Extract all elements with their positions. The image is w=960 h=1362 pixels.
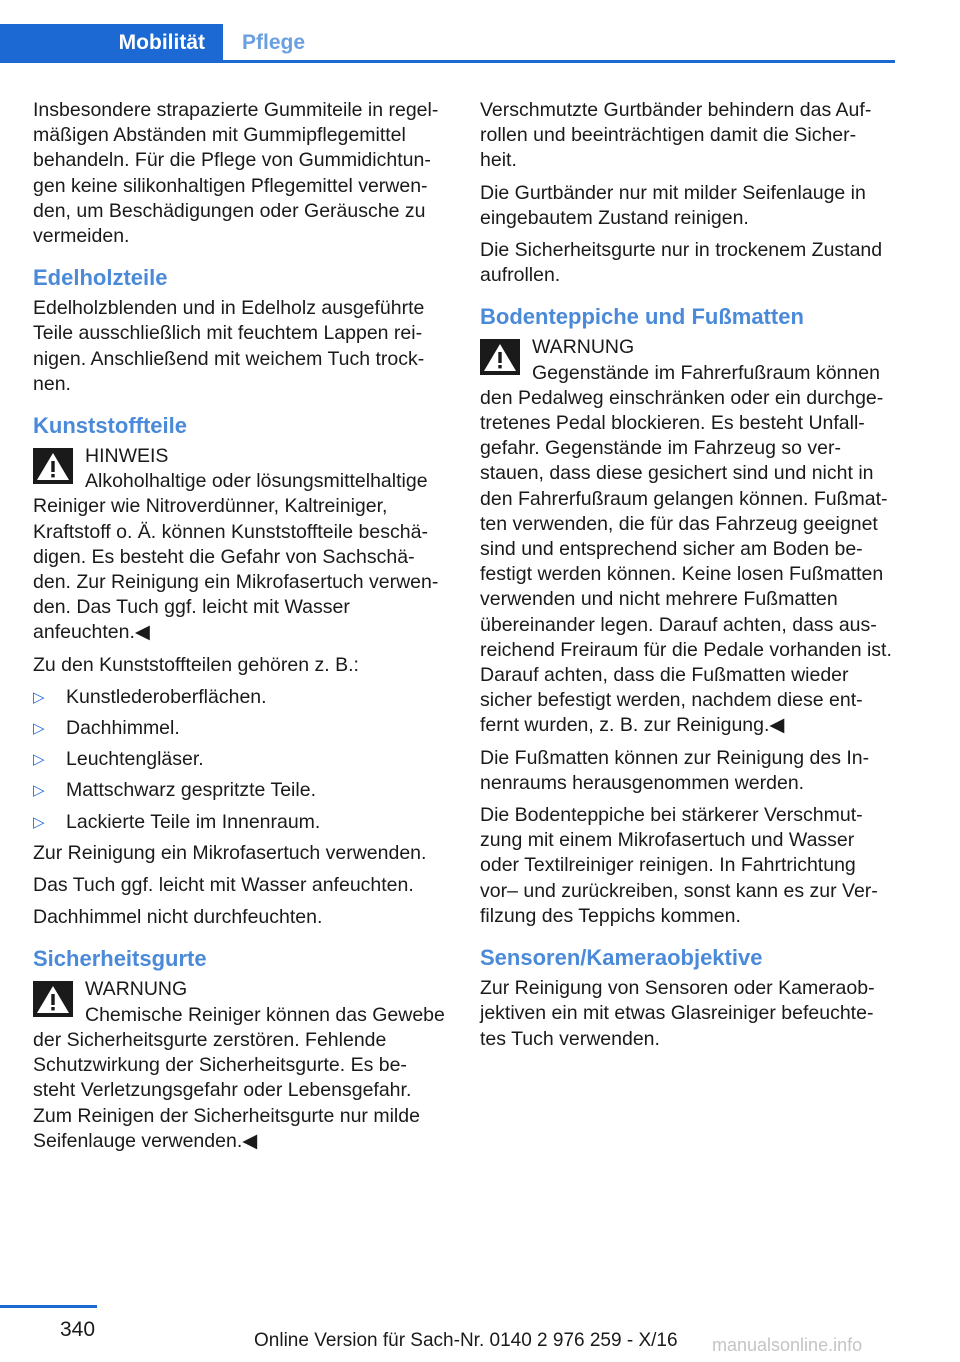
intro-paragraph: Insbesondere strapazierte Gummiteile in regel‐ mäßigen Abständen mit Gummipflegemittel behandeln. Für die Pflege von Gummidichtun‐ gen keine silikonhaltigen Pflegemittel verwen‐ den, um Beschädigungen oder Geräusche zu vermeiden. bbox=[33, 99, 439, 248]
tab-mobilitaet-label: Mobilität bbox=[118, 31, 205, 54]
warning-box bbox=[480, 335, 898, 738]
footer-divider bbox=[0, 1305, 97, 1308]
list-intro: Zu den Kunststoffteilen gehören z. B.: bbox=[33, 653, 359, 676]
warning-body: der Sicherheitsgurte zerstören. Fehlende Schutzwirkung der Sicherheitsgurte. Es be‐ steht Verletzungsgefahr oder Lebensgefahr. Zum Reinigen der Sicherheitsgurte nur milde Seifenlauge verwenden.◀ bbox=[33, 1028, 420, 1152]
heading-bodenteppiche: Bodenteppiche und Fußmatten bbox=[480, 304, 804, 330]
cleaning-paragraph-1: Zur Reinigung ein Mikrofasertuch verwenden. bbox=[33, 841, 427, 864]
list-item: ▷ Dachhimmel. bbox=[33, 716, 450, 741]
edelholz-paragraph: Edelholzblenden und in Edelholz ausgeführte Teile ausschließlich mit feuchtem Lappen rei‐ nigen. Anschließend mit weichem Tuch trock‐ nen. bbox=[33, 297, 425, 395]
warning-title: WARNUNG bbox=[532, 336, 635, 359]
notice-title: HINWEIS bbox=[85, 445, 169, 468]
warning-box bbox=[33, 977, 450, 1153]
heading-sicherheitsgurte: Sicherheitsgurte bbox=[33, 946, 207, 972]
list-item: ▷ Leuchtengläser. bbox=[33, 747, 450, 772]
left-column bbox=[33, 98, 450, 1161]
warning-triangle-icon bbox=[480, 339, 520, 375]
online-version-note: Online Version für Sach-Nr. 0140 2 976 259 - X/16 bbox=[254, 1330, 678, 1351]
header-divider bbox=[0, 60, 895, 63]
list-item: ▷ Kunstlederoberflächen. bbox=[33, 685, 450, 710]
mats-paragraph-1: Die Fußmatten können zur Reinigung des In‐ nenraums herausgenommen werden. bbox=[480, 746, 870, 794]
plastic-parts-list bbox=[33, 685, 450, 835]
warning-triangle-icon bbox=[33, 981, 73, 1017]
heading-edelholzteile: Edelholzteile bbox=[33, 265, 168, 291]
tab-pflege[interactable] bbox=[242, 24, 305, 62]
cleaning-paragraph-3: Dachhimmel nicht durchfeuchten. bbox=[33, 906, 323, 929]
warning-lead: Gegenstände im Fahrerfußraum können bbox=[532, 361, 880, 384]
warning-triangle-icon bbox=[33, 448, 73, 484]
notice-body: Reiniger wie Nitroverdünner, Kaltreiniger, Kraftstoff o. Ä. können Kunststoffteile beschä‐ digen. Es besteht die Gefahr von Sachschä‐ den. Zur Reinigung ein Mikrofasertuch verwen‐ den. Das Tuch ggf. leicht mit Wasser anfeuchten.◀ bbox=[33, 495, 439, 644]
warning-lead: Chemische Reiniger können das Gewebe bbox=[85, 1003, 445, 1026]
warning-title: WARNUNG bbox=[85, 978, 188, 1001]
triangle-right-icon: ▷ bbox=[33, 720, 45, 738]
triangle-right-icon: ▷ bbox=[33, 782, 45, 800]
triangle-right-icon: ▷ bbox=[33, 813, 45, 831]
belt-paragraph-2: Die Gurtbänder nur mit milder Seifenlauge in eingebautem Zustand reinigen. bbox=[480, 181, 866, 229]
mats-paragraph-2: Die Bodenteppiche bei stärkerer Verschmut‐ zung mit einem Mikrofasertuch und Wasser oder Textilreiniger reinigen. In Fahrtrichtung vor– und zurückreiben, sonst kann es zur Ver‐ filzung des Teppichs kommen. bbox=[480, 804, 878, 927]
tab-mobilitaet[interactable] bbox=[0, 24, 223, 62]
notice-box bbox=[33, 444, 450, 646]
cleaning-paragraph-2: Das Tuch ggf. leicht mit Wasser anfeuchten. bbox=[33, 874, 414, 897]
triangle-right-icon: ▷ bbox=[33, 688, 45, 706]
page-header bbox=[0, 0, 895, 66]
heading-kunststoffteile: Kunststoffteile bbox=[33, 413, 187, 439]
page-number: 340 bbox=[60, 1318, 96, 1341]
notice-lead: Alkoholhaltige oder lösungsmittelhaltige bbox=[85, 470, 428, 493]
sensor-paragraph: Zur Reinigung von Sensoren oder Kameraob‐ jektiven ein mit etwas Glasreiniger befeuchte‐ tes Tuch verwenden. bbox=[480, 977, 875, 1050]
tab-pflege-label: Pflege bbox=[242, 31, 306, 54]
watermark: manualsonline.info bbox=[712, 1335, 863, 1355]
list-item: ▷ Mattschwarz gespritzte Teile. bbox=[33, 778, 450, 803]
warning-body: den Pedalweg einschränken oder ein durchge‐ tretenes Pedal blockieren. Es besteht Unfall‐ gefahr. Gegenstände im Fahrzeug so ver‐ stauen, dass diese gesichert sind und nicht in den Fahrerfußraum gelangen können. Fußmat‐ ten verwenden, die für das Fahrzeug geeignet sind und entsprechend sicher am Boden be‐ festigt werden können. Keine losen Fußmatten verwenden und nicht mehrere Fußmatten übereinander legen. Darauf achten, dass aus‐ reichend Freiraum für die Pedale vorhanden ist. Darauf achten, dass die Fußmatten wieder sicher befestigt werden, nachdem diese ent‐ fernt wurden, z. B. zur Reinigung.◀ bbox=[480, 386, 892, 737]
heading-sensoren: Sensoren/Kameraobjektive bbox=[480, 945, 763, 971]
belt-paragraph-3: Die Sicherheitsgurte nur in trockenem Zustand aufrollen. bbox=[480, 239, 883, 287]
list-item: ▷ Lackierte Teile im Innenraum. bbox=[33, 810, 450, 835]
belt-paragraph-1: Verschmutzte Gurtbänder behindern das Auf‐ rollen und beeinträchtigen damit die Sicher‐ heit. bbox=[480, 99, 872, 172]
right-column bbox=[480, 98, 898, 1059]
triangle-right-icon: ▷ bbox=[33, 751, 45, 769]
